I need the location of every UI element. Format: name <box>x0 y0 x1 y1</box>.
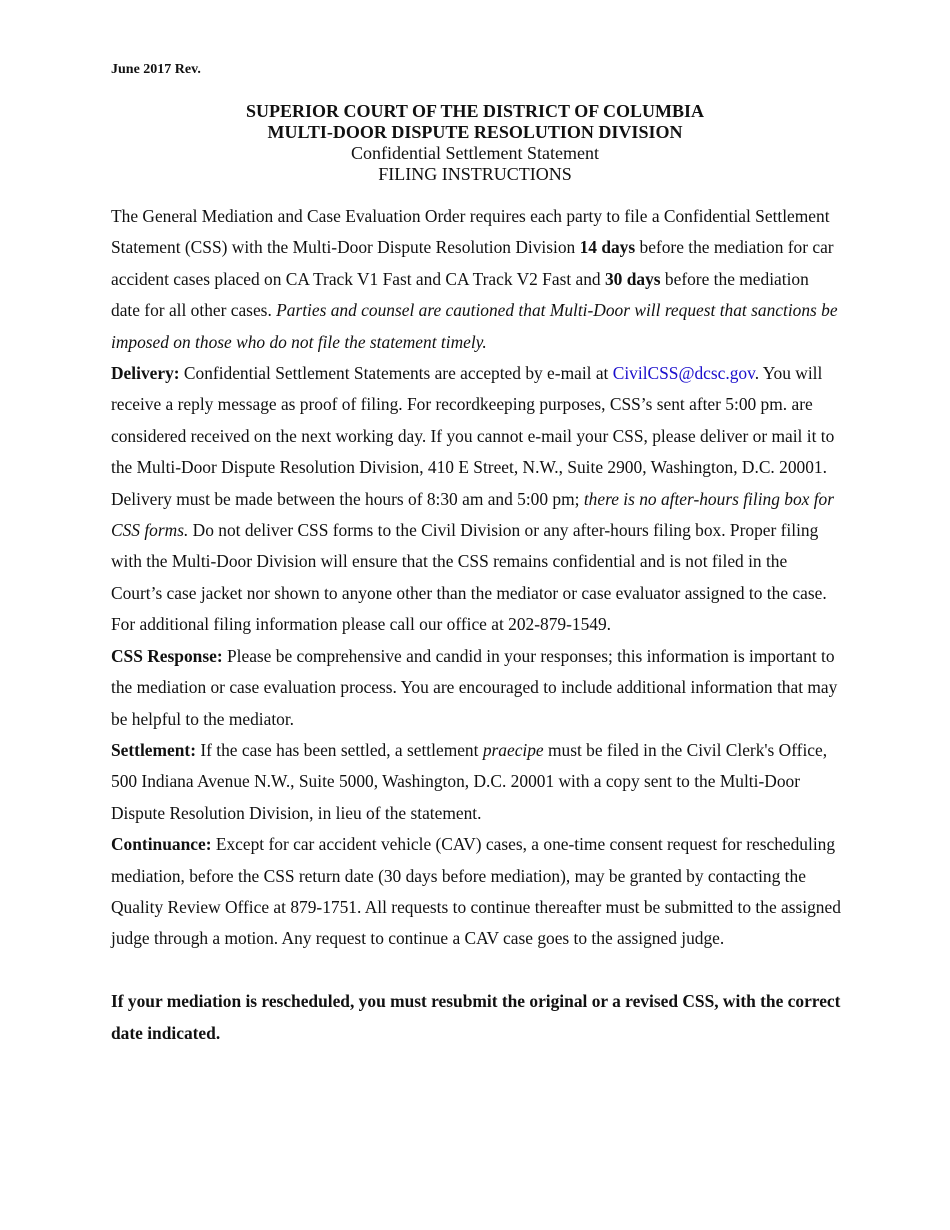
document-title: Confidential Settlement Statement <box>351 143 599 163</box>
court-name: SUPERIOR COURT OF THE DISTRICT OF COLUMBIA <box>245 101 705 121</box>
response-label: CSS Response: <box>111 645 223 666</box>
intro-text-3: before the mediation date for all other cases. <box>111 268 809 321</box>
instructions-body <box>111 201 841 1049</box>
continuance-text: Except for car accident vehicle (CAV) cases, a one-time consent request for rescheduling mediation, before the CSS return date (30 days before mediation), may be granted by contacting the Quality Review Office at 879-1751. All requests to continue thereafter must be submitted to the assigned judge through a motion. Any request to continue a CAV case goes to the assigned judge. <box>111 834 841 949</box>
intro-paragraph <box>111 201 841 358</box>
paragraph-spacer <box>111 955 841 986</box>
intro-warning: Parties and counsel are cautioned that Multi-Door will request that sanctions be imposed on those who do not file the statement timely. <box>111 300 838 352</box>
settlement-text-1: If the case has been settled, a settlement <box>195 739 483 760</box>
delivery-text-3: Do not deliver CSS forms to the Civil Division or any after-hours filing box. Proper filing with the Multi-Door Division will ensure that the CSS remains confidential and is not filed in the Court’s case jacket nor shown to anyone other than the mediator or case evaluator assigned to the case. For additional filing information please call our office at 202-879-1549. <box>111 520 827 635</box>
continuance-label: Continuance: <box>111 834 212 855</box>
intro-text-1: The General Mediation and Case Evaluation Order requires each party to file a Confidential Settlement Statement (CSS) with the Multi-Door Dispute Resolution Division <box>111 206 830 258</box>
settlement-praecipe: praecipe <box>482 739 544 760</box>
response-text: Please be comprehensive and candid in your responses; this information is important to the mediation or case evaluation process. You are encouraged to include additional information that may be helpful to the mediator. <box>111 645 838 729</box>
intro-deadline-30: 30 days <box>604 268 661 289</box>
delivery-paragraph <box>111 358 841 641</box>
intro-deadline-14: 14 days <box>579 237 636 258</box>
settlement-text-2: must be filed in the Civil Clerk's Office, 500 Indiana Avenue N.W., Suite 5000, Washington, D.C. 20001 with a copy sent to the Multi-Door Dispute Resolution Division, in lieu of the statement. <box>111 739 828 823</box>
revision-date: June 2017 Rev. <box>111 62 201 77</box>
intro-text-2: before the mediation for car accident cases placed on CA Track V1 Fast and CA Track V2 Fast and <box>111 237 834 289</box>
closing-notice: If your mediation is rescheduled, you must resubmit the original or a revised CSS, with the correct date indicated. <box>111 991 841 1043</box>
delivery-warning: there is no after-hours filing box for CSS forms. <box>111 488 835 541</box>
continuance-paragraph <box>111 829 841 955</box>
delivery-label: Delivery: <box>111 363 180 384</box>
settlement-paragraph <box>111 735 841 829</box>
document-header <box>0 101 950 185</box>
document-subtitle: FILING INSTRUCTIONS <box>378 164 572 184</box>
response-paragraph <box>111 641 841 735</box>
settlement-label: Settlement: <box>111 739 196 760</box>
division-name: MULTI-DOOR DISPUTE RESOLUTION DIVISION <box>267 122 683 142</box>
delivery-text-2: . You will receive a reply message as proof of filing. For recordkeeping purposes, CSS’s sent after 5:00 pm. are considered received on the next working day. If you cannot e-mail your CSS, please deliver or mail it to the Multi-Door Dispute Resolution Division, 410 E Street, N.W., Suite 2900, Washington, D.C. 20001. Delivery must be made between the hours of 8:30 am and 5:00 pm; <box>111 363 835 509</box>
delivery-text-1: Confidential Settlement Statements are accepted by e-mail at <box>179 363 613 384</box>
email-link[interactable]: CivilCSS@dcsc.gov <box>612 363 755 384</box>
